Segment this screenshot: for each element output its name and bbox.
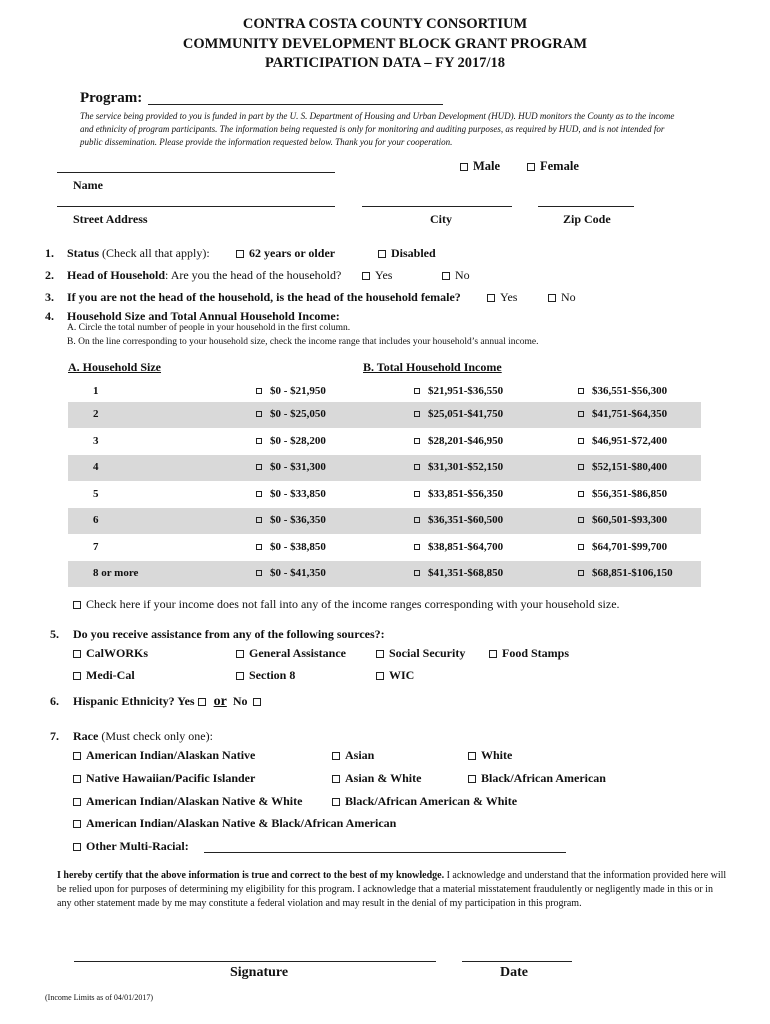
income-range-3-label: $56,351-$86,850 [592,488,668,500]
income-range-2-label: $28,201-$46,950 [428,435,504,447]
q6-no-checkbox[interactable] [253,698,261,706]
race-black-label: Black/African American [481,771,606,785]
income-none-option[interactable] [73,597,620,612]
household-size[interactable] [93,461,99,473]
race-black-white-label: Black/African American & White [345,794,518,808]
date-field[interactable] [462,961,572,962]
q1-question [67,246,210,261]
income-range-3-label: $41,751-$64,350 [592,408,668,420]
q5-general-label: General Assistance [249,646,346,660]
q2-no[interactable] [442,268,470,283]
household-size-label: 4 [93,461,99,473]
income-range-3[interactable] [578,385,667,397]
title-line-2: COMMUNITY DEVELOPMENT BLOCK GRANT PROGRAM [182,36,588,52]
checkbox-icon [256,491,262,497]
q3-yes[interactable] [487,290,517,305]
q5-label: Do you receive assistance from any of the following sources?: [73,627,385,641]
checkbox-icon [578,388,584,394]
income-row [68,482,701,508]
checkbox-icon [578,438,584,444]
income-range-1[interactable] [256,541,326,553]
income-range-2[interactable] [414,488,503,500]
income-range-3[interactable] [578,488,667,500]
checkbox-icon [527,163,535,171]
q7-rest: (Must check only one): [101,729,213,743]
checkbox-icon [414,544,420,550]
q5-wic-label: WIC [389,668,415,682]
checkbox-icon [468,752,476,760]
income-range-3-label: $68,851-$106,150 [592,567,673,579]
street-label: Street Address [73,212,148,226]
checkbox-icon [73,752,81,760]
income-row [68,455,701,481]
checkbox-icon [256,411,262,417]
q5-social[interactable] [376,646,465,661]
checkbox-icon [414,411,420,417]
checkbox-icon [414,464,420,470]
q5-number: 5. [50,627,59,641]
checkbox-icon [489,650,497,658]
income-range-3[interactable] [578,514,667,526]
income-range-2[interactable] [414,461,503,473]
q5-section8-label: Section 8 [249,668,296,682]
checkbox-icon [73,650,81,658]
female-option[interactable] [527,159,579,174]
q3-label: If you are not the head of the household, is the head of the household female? [67,290,461,304]
q1-rest: (Check all that apply): [102,246,210,260]
household-size[interactable] [93,385,99,397]
q5-medical-label: Medi-Cal [86,668,135,682]
q2-label: Head of Household [67,268,166,282]
col-b-header: B. Total Household Income [363,360,502,374]
checkbox-icon [73,820,81,828]
income-range-1-label: $0 - $28,200 [270,435,326,447]
race-white-label: White [481,748,513,762]
income-range-1-label: $0 - $31,300 [270,461,326,473]
checkbox-icon [460,163,468,171]
income-range-2[interactable] [414,385,503,397]
q4-label: Household Size and Total Annual Household Income: [67,309,340,323]
q5-calworks-label: CalWORKs [86,646,149,660]
checkbox-icon [578,411,584,417]
race-asian-label: Asian [345,748,375,762]
q5-calworks[interactable] [73,646,148,661]
checkbox-icon [332,798,340,806]
checkbox-icon [578,517,584,523]
household-size-label: 8 or more [93,567,139,579]
checkbox-icon [376,672,384,680]
income-range-2[interactable] [414,541,503,553]
certification-rest: I acknowledge and understand that the information provided here will be relied upon for purposes of determining my eligibility for this program. I acknowledge that a material misstatement fraudulently or negligently made in this or in any other statement made by me may constitute a federal violation and may result in the denial of my participation in this program. [57,870,727,909]
zip-label: Zip Code [563,212,611,226]
q2-question [67,268,341,283]
income-range-2[interactable] [414,408,503,420]
checkbox-icon [256,388,262,394]
q5-section8[interactable] [236,668,295,683]
checkbox-icon [73,798,81,806]
title-line-1: CONTRA COSTA COUNTY CONSORTIUM [242,16,528,32]
q5-wic[interactable] [376,668,414,683]
male-option[interactable] [460,159,500,174]
checkbox-icon [236,672,244,680]
race-ai-label: American Indian/Alaskan Native [86,748,256,762]
income-row [68,561,701,587]
female-label: Female [540,159,579,173]
income-range-2-label: $41,351-$68,850 [428,567,504,579]
q2-number: 2. [45,268,54,282]
income-range-3[interactable] [578,435,667,447]
checkbox-icon [236,250,244,258]
race-ai-white-label: American Indian/Alaskan Native & White [86,794,303,808]
race-other-label: Other Multi-Racial: [86,839,189,853]
race-nh-label: Native Hawaiian/Pacific Islander [86,771,256,785]
checkbox-icon [256,438,262,444]
race-ai-white[interactable] [73,794,302,809]
income-range-1[interactable] [256,408,326,420]
q3-number: 3. [45,290,54,304]
checkbox-icon [578,464,584,470]
income-range-2-label: $21,951-$36,550 [428,385,504,397]
q4-instruction-b: B. On the line corresponding to your household size, check the income range that includes your household’s annual income. [67,337,539,347]
income-range-1-label: $0 - $25,050 [270,408,326,420]
footer-note: (Income Limits as of 04/01/2017) [45,993,153,1002]
checkbox-icon [578,544,584,550]
income-row [68,508,701,534]
q3-yes-label: Yes [500,290,518,304]
income-none-label: Check here if your income does not fall into any of the income ranges corresponding with your household size. [86,597,620,611]
race-black[interactable] [468,771,606,786]
q1-label: Status [67,246,100,260]
race-ai-black-label: American Indian/Alaskan Native & Black/African American [86,816,397,830]
q2-rest: : Are you the head of the household? [165,268,342,282]
intro-text: The service being provided to you is funded in part by the U. S. Department of Housing and Urban Development (HUD). HUD monitors the County as to the income and ethnicity of program participants. The information being requested is only for monitoring and auditing purposes, as required by HUD, and is not intended for public dissemination. Please provide the information requested below. Thank you for your cooperation. [80,111,675,147]
checkbox-icon [578,491,584,497]
q6-label: Hispanic Ethnicity? [73,694,175,708]
household-size-label: 3 [93,435,99,447]
street-field[interactable] [57,206,335,207]
checkbox-icon [378,250,386,258]
q1-opt-disabled[interactable] [378,246,436,261]
household-size[interactable] [93,567,138,579]
city-label: City [430,212,452,226]
q2-no-label: No [455,268,470,282]
q6-number: 6. [50,694,59,708]
household-size[interactable] [93,488,99,500]
checkbox-icon [256,464,262,470]
income-range-2-label: $36,351-$60,500 [428,514,504,526]
income-range-1[interactable] [256,461,326,473]
income-range-1[interactable] [256,435,326,447]
household-size-label: 7 [93,541,99,553]
q5-general[interactable] [236,646,346,661]
q7-question [73,729,213,744]
income-range-1-label: $0 - $38,850 [270,541,326,553]
household-size-label: 1 [93,385,99,397]
signature-field[interactable] [74,961,436,962]
race-nh[interactable] [73,771,255,786]
household-size-label: 6 [93,514,99,526]
income-range-3[interactable] [578,567,673,579]
checkbox-icon [468,775,476,783]
col-a-header: A. Household Size [68,360,162,374]
checkbox-icon [414,438,420,444]
income-range-1[interactable] [256,567,326,579]
checkbox-icon [256,570,262,576]
q1-opt-62[interactable] [236,246,335,261]
name-field[interactable] [57,172,335,173]
household-size[interactable] [93,435,99,447]
race-asian-white[interactable] [332,771,421,786]
checkbox-icon [414,388,420,394]
checkbox-icon [73,601,81,609]
q6-yes-label: Yes [177,694,195,708]
q7-label: Race [73,729,99,743]
household-size[interactable] [93,541,99,553]
income-range-1[interactable] [256,385,326,397]
income-range-2-label: $25,051-$41,750 [428,408,504,420]
income-row [68,402,701,428]
program-field[interactable] [148,104,443,105]
q1-opt-disabled-label: Disabled [391,246,436,260]
checkbox-icon [236,650,244,658]
income-range-2[interactable] [414,514,503,526]
household-size-label: 2 [93,408,99,420]
household-size-label: 5 [93,488,99,500]
household-size[interactable] [93,514,99,526]
other-race-field[interactable] [204,852,566,853]
q6-no-label: No [232,694,248,708]
name-label: Name [73,178,103,192]
checkbox-icon [73,775,81,783]
checkbox-icon [414,570,420,576]
q5-food[interactable] [489,646,569,661]
q1-number: 1. [45,246,54,260]
income-range-2-label: $33,851-$56,350 [428,488,504,500]
checkbox-icon [548,294,556,302]
q5-food-label: Food Stamps [502,646,570,660]
q5-medical[interactable] [73,668,135,683]
income-range-2-label: $31,301-$52,150 [428,461,504,473]
income-range-1[interactable] [256,488,326,500]
q6-yes-checkbox[interactable] [198,698,206,706]
q3-no-label: No [561,290,576,304]
certification-bold: I hereby certify that the above information is true and correct to the best of my knowledge. [57,870,445,881]
checkbox-icon [256,544,262,550]
income-range-3-label: $36,551-$56,300 [592,385,668,397]
checkbox-icon [578,570,584,576]
race-ai-black[interactable] [73,816,396,831]
income-range-3-label: $64,701-$99,700 [592,541,668,553]
checkbox-icon [332,775,340,783]
income-row [68,429,701,455]
checkbox-icon [362,272,370,280]
checkbox-icon [442,272,450,280]
checkbox-icon [73,672,81,680]
q1-opt-62-label: 62 years or older [249,246,336,260]
checkbox-icon [414,517,420,523]
q3-no[interactable] [548,290,576,305]
income-range-3-label: $46,951-$72,400 [592,435,668,447]
race-other[interactable] [73,839,189,854]
checkbox-icon [414,491,420,497]
race-black-white[interactable] [332,794,517,809]
income-range-2[interactable] [414,435,503,447]
race-asian-white-label: Asian & White [345,771,422,785]
income-range-2-label: $38,851-$64,700 [428,541,504,553]
q4-number: 4. [45,309,54,323]
income-range-3[interactable] [578,461,667,473]
income-range-1-label: $0 - $41,350 [270,567,326,579]
race-white[interactable] [468,748,512,763]
q5-social-label: Social Security [389,646,466,660]
income-range-3[interactable] [578,541,667,553]
date-label: Date [500,965,528,980]
city-field[interactable] [362,206,512,207]
income-range-2[interactable] [414,567,503,579]
program-label: Program: [80,90,143,106]
q7-number: 7. [50,729,59,743]
income-range-1-label: $0 - $36,350 [270,514,326,526]
income-range-3-label: $60,501-$93,300 [592,514,668,526]
income-range-1-label: $0 - $33,850 [270,488,326,500]
income-row [68,535,701,561]
checkbox-icon [376,650,384,658]
q4-instruction-a: A. Circle the total number of people in your household in the first column. [67,323,351,333]
checkbox-icon [487,294,495,302]
checkbox-icon [332,752,340,760]
q6-question [73,694,266,710]
income-range-3[interactable] [578,408,667,420]
income-range-3-label: $52,151-$80,400 [592,461,668,473]
checkbox-icon [73,843,81,851]
checkbox-icon [256,517,262,523]
household-size[interactable] [93,408,99,420]
q2-yes-label: Yes [375,268,393,282]
title-line-3: PARTICIPATION DATA – FY 2017/18 [264,55,506,71]
zip-field[interactable] [538,206,634,207]
race-asian[interactable] [332,748,374,763]
q2-yes[interactable] [362,268,392,283]
income-range-1[interactable] [256,514,326,526]
income-range-1-label: $0 - $21,950 [270,385,326,397]
signature-label: Signature [230,965,289,980]
race-ai[interactable] [73,748,255,763]
q6-or: or [213,694,227,709]
male-label: Male [473,159,501,173]
certification-text [57,869,729,911]
